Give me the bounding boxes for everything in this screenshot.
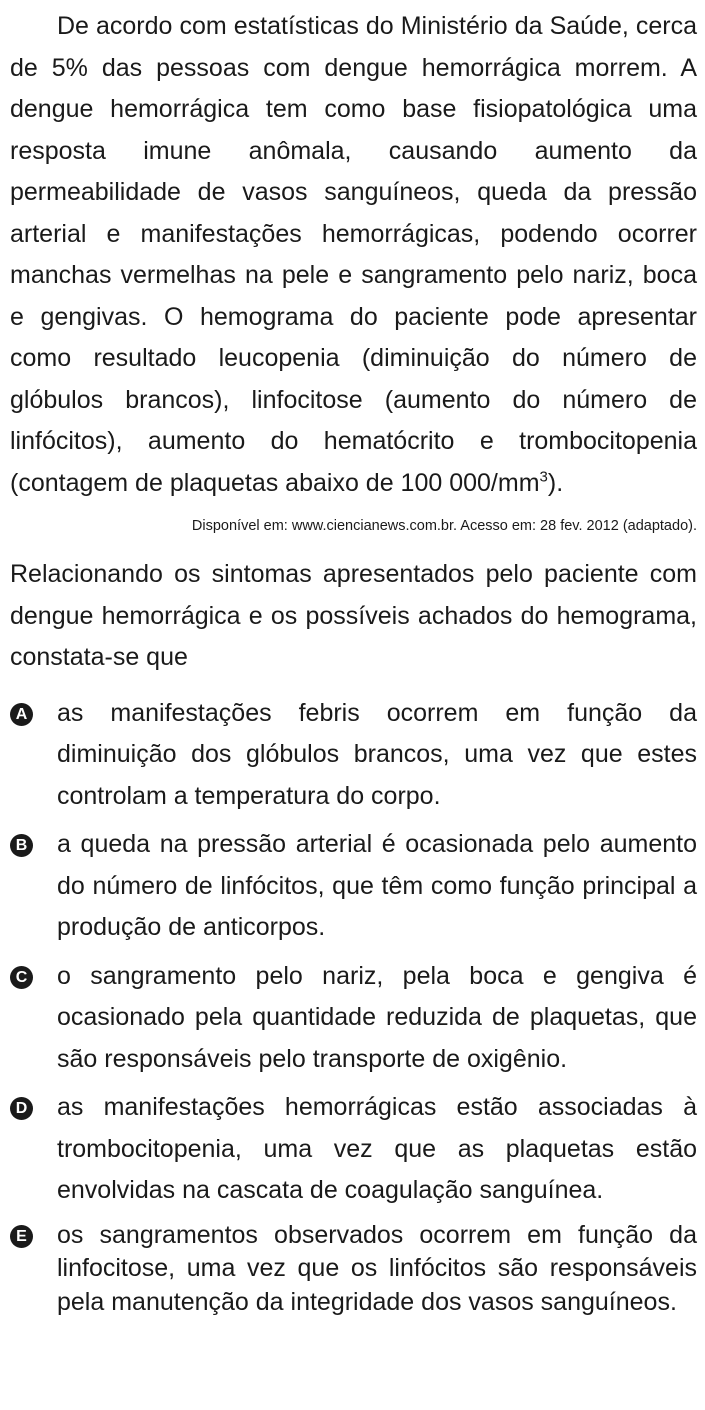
question-stem: Relacionando os sintomas apresentados pelo paciente com dengue hemorrágica e os possíveis achados do hemograma, constata-se que <box>10 560 697 671</box>
intro-text-end: ). <box>547 468 564 497</box>
option-e[interactable] <box>10 1219 697 1320</box>
option-a[interactable] <box>10 693 697 818</box>
option-e-text: os sangramentos observados ocorrem em função da linfocitose, uma vez que os linfócitos são responsáveis pela manutenção da integridade dos vasos sanguíneos. <box>57 1220 697 1316</box>
option-d-letter-badge: D <box>10 1097 33 1120</box>
option-c-text: o sangramento pelo nariz, pela boca e gengiva é ocasionado pela quantidade reduzida de plaquetas, que são responsáveis pelo transporte de oxigênio. <box>57 961 697 1073</box>
option-e-letter-badge: E <box>10 1225 33 1248</box>
option-d-text: as manifestações hemorrágicas estão associadas à trombocitopenia, uma vez que as plaquetas estão envolvidas na cascata de coagulação sanguínea. <box>57 1093 697 1204</box>
option-c[interactable] <box>10 956 697 1081</box>
question-page <box>10 6 697 1326</box>
option-d[interactable] <box>10 1087 697 1212</box>
option-a-letter-badge: A <box>10 703 33 726</box>
source-citation: Disponível em: www.ciencianews.com.br. Acesso em: 28 fev. 2012 (adaptado). <box>191 518 697 534</box>
intro-text: De acordo com estatísticas do Ministério da Saúde, cerca de 5% das pessoas com dengue hemorrágica morrem. A dengue hemorrágica tem como base fisiopatológica uma resposta imune anômala, causando aumento da permeabilidade de vasos sanguíneos, queda da pressão arterial e manifestações hemorrágicas, podendo ocorrer manchas vermelhas na pele e sangramento pelo nariz, boca e gengivas. O hemograma do paciente pode apresentar como resultado leucopenia (diminuição do número de glóbulos brancos), linfocitose (aumento do número de linfócitos), aumento do hematócrito e trombocitopenia (contagem de plaquetas abaixo de 100 000/mm <box>10 12 697 497</box>
option-c-letter-badge: C <box>10 966 33 989</box>
option-b-text: a queda na pressão arterial é ocasionada pelo aumento do número de linfócitos, que têm como função principal a produção de anticorpos. <box>57 830 697 941</box>
answer-options <box>10 693 697 1320</box>
superscript-three: 3 <box>539 468 548 486</box>
option-b-letter-badge: B <box>10 834 33 857</box>
intro-paragraph <box>10 6 697 504</box>
option-a-text: as manifestações febris ocorrem em função da diminuição dos glóbulos brancos, uma vez que estes controlam a temperatura do corpo. <box>57 698 697 810</box>
option-b[interactable] <box>10 824 697 949</box>
